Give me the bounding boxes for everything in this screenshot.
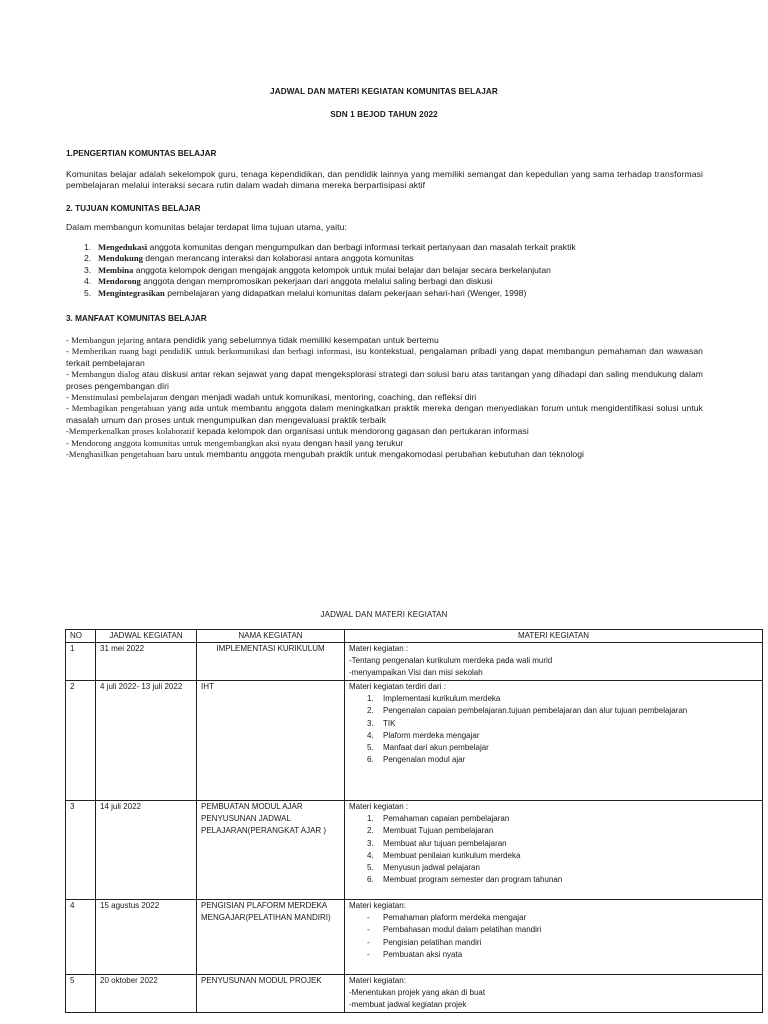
cell-jadwal: 15 agustus 2022 [96, 900, 197, 975]
benefit-item: - Mendorong anggota komunitas untuk mengembangkan aksi nyata dengan hasil yang terukur [66, 437, 404, 448]
benefit-item: - Membangun jejaring antara pendidik yang sebelumnya tidak memiliki kesempatan untuk bertemu [66, 335, 439, 345]
cell-no: 2 [66, 681, 96, 801]
goal-item: 3. Membina anggota kelompok dengan mengajak anggota kelompok untuk mulai belajar dan belajar secara berkelanjutan [84, 264, 551, 275]
document-subtitle: SDN 1 BEJOD TAHUN 2022 [330, 110, 438, 119]
materi-list [349, 693, 758, 766]
schedule-table [65, 629, 763, 1013]
materi-item: 4. Membuat penilaian kurikulum merdeka [367, 850, 521, 860]
goal-item: 5. Mengintegrasikan pembelajaran yang didapatkan melalui komunitas dalam pekerjaan sehari-hari (Wenger, 1998) [84, 287, 527, 298]
materi-item: -membuat jadwal kegiatan projek [349, 1000, 467, 1010]
cell-materi [345, 681, 763, 801]
materi-heading: Materi kegiatan : [349, 802, 409, 811]
table-row [66, 801, 763, 900]
cell-materi [345, 801, 763, 900]
materi-item: 1. Pemahaman capaian pembelajaran [367, 814, 510, 824]
materi-list [349, 813, 758, 886]
header-no: NO [66, 630, 96, 643]
benefit-item: - Membagikan pengetahuan yang ada untuk membantu anggota dalam meningkatkan praktik mereka dengan menyediakan forum untuk mengidentifikasi solusi untuk masalah umum dan proses untuk mengumpulkan dan mengevaluasi praktik terbaik [66, 403, 703, 425]
cell-nama: PEMBUATAN MODUL AJAR PENYUSUNAN JADWAL PELAJARAN(PERANGKAT AJAR ) [197, 801, 345, 900]
section1-heading: 1.PENGERTIAN KOMUNTAS BELAJAR [66, 149, 217, 158]
table-header-row [66, 630, 763, 643]
materi-item: 5. Manfaat dari akun pembelajar [367, 743, 489, 753]
header-jadwal: JADWAL KEGIATAN [96, 630, 197, 643]
cell-nama: PENGISIAN PLAFORM MERDEKA MENGAJAR(PELATIHAN MANDIRI) [197, 900, 345, 975]
table-row [66, 643, 763, 681]
materi-heading: Materi kegiatan terdiri dari : [349, 682, 446, 691]
goals-list [84, 242, 704, 299]
materi-item: - Pemahaman plaform merdeka mengajar [367, 913, 527, 923]
cell-nama: IMPLEMENTASI KURIKULUM [197, 643, 345, 681]
materi-heading: Materi kegiatan: [349, 976, 406, 985]
benefit-item: - Menstimulasi pembelajaran dengan menjadi wadah untuk komunikasi, mentoring, coaching, dan refleksi diri [66, 392, 477, 403]
goal-item: 2. Mendukung dengan merancang interaksi dan kolaborasi antara anggota komunitas [84, 253, 414, 264]
materi-item: - Pembuatan aksi nyata [367, 949, 463, 959]
materi-item: 6. Pengenalan modul ajar [367, 755, 466, 765]
schedule-title: JADWAL DAN MATERI KEGIATAN [320, 610, 448, 619]
cell-no: 3 [66, 801, 96, 900]
header-nama: NAMA KEGIATAN [197, 630, 345, 643]
materi-item: 1. Implementasi kurikulum merdeka [367, 694, 501, 704]
materi-item: 2. Pengenalan capaian pembelajaran.tujuan pembelajaran dan alur tujuan pembelajaran [367, 706, 688, 716]
benefit-item: - Membangun dialog atau diskusi antar rekan sejawat yang dapat mengeksplorasi strategi dan solusi baru atas tantangan yang dihadapi dan saling mendukung dalam proses pengembangan diri [66, 369, 703, 391]
cell-no: 5 [66, 975, 96, 1013]
materi-item: 2. Membuat Tujuan pembelajaran [367, 826, 494, 836]
cell-jadwal: 4 juli 2022- 13 juli 2022 [96, 681, 197, 801]
materi-item: -Menentukan projek yang akan di buat [349, 988, 486, 998]
table-row [66, 975, 763, 1013]
materi-item: -Tentang pengenalan kurikulum merdeka pada wali murid [349, 656, 553, 666]
benefits-list [66, 335, 703, 460]
materi-item: 6. Membuat program semester dan program tahunan [367, 875, 563, 885]
materi-item: 5. Menyusun jadwal pelajaran [367, 863, 480, 873]
materi-item: 3. TIK [367, 718, 396, 728]
section2-heading: 2. TUJUAN KOMUNITAS BELAJAR [66, 204, 201, 213]
document-title: JADWAL DAN MATERI KEGIATAN KOMUNITAS BELAJAR [270, 87, 498, 96]
cell-nama: IHT [197, 681, 345, 801]
goal-item: 1. Mengedukasi anggota komunitas dengan mengumpulkan dan berbagi informasi terkait pertanyaan dan masalah terkait praktik [84, 242, 576, 252]
materi-item: - Pembahasan modul dalam pelatihan mandiri [367, 925, 542, 935]
cell-jadwal: 14 juli 2022 [96, 801, 197, 900]
cell-jadwal: 20 oktober 2022 [96, 975, 197, 1013]
materi-item: 3. Membuat alur tujuan pembelajaran [367, 838, 507, 848]
cell-materi [345, 900, 763, 975]
cell-jadwal: 31 mei 2022 [96, 643, 197, 681]
cell-nama: PENYUSUNAN MODUL PROJEK [197, 975, 345, 1013]
benefit-item: - Memberikan ruang bagi pendidiK untuk berkomunikasi dan berbagi informasi, isu kontekstual, pengalaman pribadi yang dapat membangun pemahaman dan wawasan terkait pembelajaran [66, 346, 703, 368]
cell-materi [345, 975, 763, 1013]
cell-no: 4 [66, 900, 96, 975]
section2-intro: Dalam membangun komunitas belajar terdapat lima tujuan utama, yaitu: [66, 222, 347, 232]
materi-heading: Materi kegiatan: [349, 901, 406, 910]
materi-list [349, 912, 758, 961]
benefit-item: -Menghasilkan pengetahuan baru untuk membantu anggota mengubah praktik untuk mengakomodasi perubahan kebutuhan dan teknologi [66, 449, 585, 460]
cell-no: 1 [66, 643, 96, 681]
section3-heading: 3. MANFAAT KOMUNITAS BELAJAR [66, 314, 207, 323]
cell-materi [345, 643, 763, 681]
materi-heading: Materi kegiatan : [349, 644, 409, 653]
materi-item: 4. Plaform merdeka mengajar [367, 730, 480, 740]
table-row [66, 681, 763, 801]
benefit-item: -Memperkenalkan proses kolaboratif kepada kelompok dan organisasi untuk mendorong gagasan dan pertukaran informasi [66, 426, 529, 437]
header-materi: MATERI KEGIATAN [345, 630, 763, 643]
materi-item: - Pengisian pelatihan mandiri [367, 937, 482, 947]
materi-item: -menyampaikan Visi dan misi sekolah [349, 668, 483, 678]
section1-paragraph: Komunitas belajar adalah sekelompok guru, tenaga kependidikan, dan pendidik lainnya yang memiliki semangat dan kepedulian yang sama terhadap transformasi pembelajaran melalui interaksi secara rutin dalam wadah dimana mereka berpartisipasi aktif [66, 169, 703, 191]
table-row [66, 900, 763, 975]
goal-item: 4. Mendorong anggota dengan mempromosikan pekerjaan dari anggota melalui saling berbagi dan diskusi [84, 276, 493, 287]
